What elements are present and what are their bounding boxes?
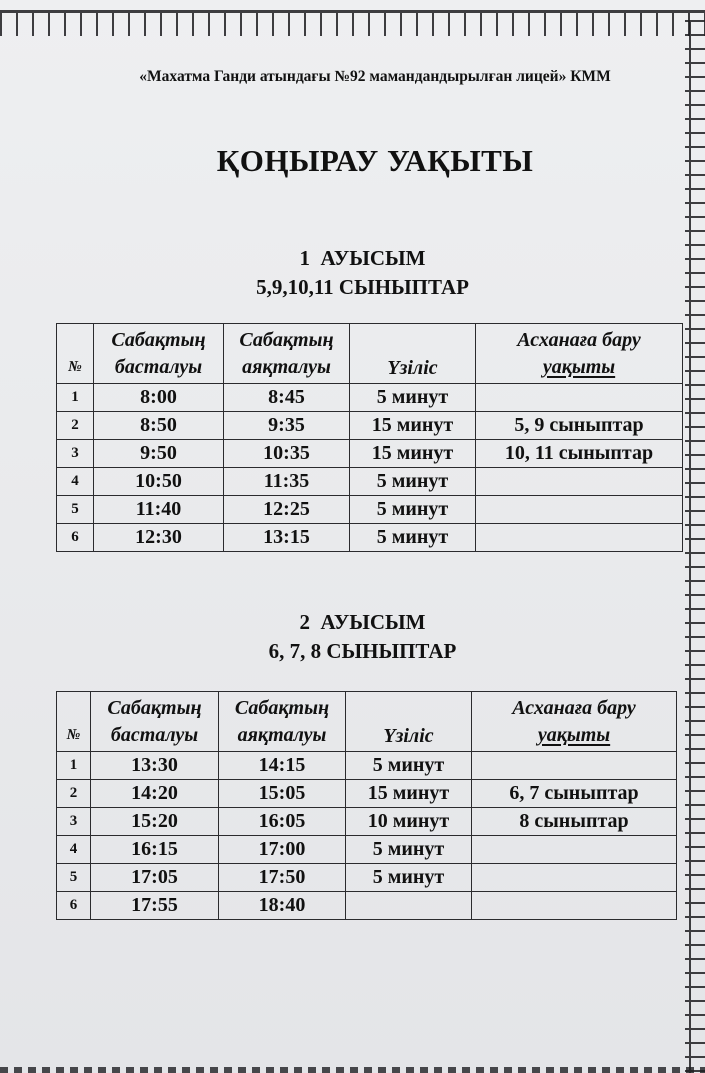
shift-1-name: 1 АУЫСЫМ — [299, 246, 426, 270]
table-row — [57, 808, 677, 836]
header-lesson-end — [224, 324, 350, 384]
row-number: 4 — [57, 836, 91, 864]
table-row — [57, 440, 683, 468]
table-row — [57, 892, 677, 920]
lesson-end: 16:05 — [219, 808, 346, 836]
lesson-start: 8:00 — [94, 384, 224, 412]
lesson-end: 12:25 — [224, 496, 350, 524]
lesson-end: 17:50 — [219, 864, 346, 892]
break-length: 15 минут — [350, 412, 476, 440]
lesson-end: 8:45 — [224, 384, 350, 412]
lesson-end: 9:35 — [224, 412, 350, 440]
binder-strip-bottom — [0, 1067, 705, 1073]
row-number: 4 — [57, 468, 94, 496]
lesson-end: 14:15 — [219, 752, 346, 780]
table-row — [57, 780, 677, 808]
header-canteen-time — [476, 324, 683, 384]
header-canteen-line1: Асханаға бару — [517, 328, 641, 351]
lesson-end: 18:40 — [219, 892, 346, 920]
shift-2-name: 2 АУЫСЫМ — [299, 610, 426, 634]
lesson-start: 8:50 — [94, 412, 224, 440]
canteen-classes — [476, 524, 683, 552]
canteen-classes: 5, 9 сыныптар — [476, 412, 683, 440]
header-canteen-line2-text: уақыты — [537, 723, 611, 746]
lesson-start: 17:05 — [91, 864, 219, 892]
canteen-classes — [472, 752, 677, 780]
header-lesson-start-line2: басталуы — [114, 355, 203, 378]
canteen-classes — [476, 496, 683, 524]
header-canteen-time — [472, 692, 677, 752]
header-canteen-line2 — [476, 354, 682, 381]
row-number: 1 — [57, 752, 91, 780]
row-number: 1 — [57, 384, 94, 412]
lesson-start: 11:40 — [94, 496, 224, 524]
row-number: 6 — [57, 892, 91, 920]
lesson-end: 17:00 — [219, 836, 346, 864]
header-lesson-end-line2: аяқталуы — [242, 355, 331, 378]
header-lesson-start-line1: Сабақтың — [111, 328, 206, 351]
row-number: 6 — [57, 524, 94, 552]
lesson-end: 15:05 — [219, 780, 346, 808]
table-row — [57, 752, 677, 780]
shift-1-heading — [50, 244, 675, 302]
binder-strip-top — [0, 10, 705, 36]
lesson-end: 10:35 — [224, 440, 350, 468]
header-lesson-end — [219, 692, 346, 752]
canteen-classes — [476, 384, 683, 412]
header-lesson-start-line2: басталуы — [110, 723, 199, 746]
table-row — [57, 468, 683, 496]
header-lesson-end-line1: Сабақтың — [234, 696, 330, 719]
canteen-classes: 10, 11 сыныптар — [476, 440, 683, 468]
lesson-start: 16:15 — [91, 836, 219, 864]
header-canteen-line2-text: уақыты — [542, 355, 616, 378]
row-number: 5 — [57, 496, 94, 524]
canteen-classes — [472, 836, 677, 864]
table-header-row — [57, 692, 677, 752]
break-length: 5 минут — [346, 864, 472, 892]
break-length: 15 минут — [350, 440, 476, 468]
header-canteen-line1: Асханаға бару — [512, 696, 636, 719]
schedule-table-shift-2 — [56, 691, 677, 920]
shift-1-classes: 5,9,10,11 СЫНЫПТАР — [256, 275, 469, 299]
row-number: 3 — [57, 808, 91, 836]
table-row — [57, 384, 683, 412]
break-length: 5 минут — [350, 384, 476, 412]
break-length: 5 минут — [350, 524, 476, 552]
canteen-classes: 8 сыныптар — [472, 808, 677, 836]
header-lesson-end-line1: Сабақтың — [239, 328, 334, 351]
lesson-end: 11:35 — [224, 468, 350, 496]
table-row — [57, 864, 677, 892]
break-length: 5 минут — [350, 496, 476, 524]
shift-2-heading — [50, 608, 675, 666]
lesson-start: 10:50 — [94, 468, 224, 496]
lesson-start: 14:20 — [91, 780, 219, 808]
header-lesson-start — [94, 324, 224, 384]
row-number: 2 — [57, 412, 94, 440]
break-length: 5 минут — [346, 752, 472, 780]
shift-2-classes: 6, 7, 8 СЫНЫПТАР — [268, 639, 457, 663]
header-canteen-line2 — [472, 722, 676, 749]
break-length — [346, 892, 472, 920]
header-break: Үзіліс — [346, 692, 472, 752]
header-number: № — [57, 324, 94, 384]
table-header-row — [57, 324, 683, 384]
schedule-table-shift-1 — [56, 323, 683, 552]
header-number: № — [57, 692, 91, 752]
break-length: 10 минут — [346, 808, 472, 836]
lesson-start: 9:50 — [94, 440, 224, 468]
canteen-classes — [476, 468, 683, 496]
break-length: 5 минут — [350, 468, 476, 496]
table-row — [57, 836, 677, 864]
lesson-start: 15:20 — [91, 808, 219, 836]
lesson-start: 17:55 — [91, 892, 219, 920]
row-number: 3 — [57, 440, 94, 468]
canteen-classes — [472, 864, 677, 892]
header-lesson-end-line2: аяқталуы — [237, 723, 327, 746]
break-length: 5 минут — [346, 836, 472, 864]
table-row — [57, 496, 683, 524]
header-break: Үзіліс — [350, 324, 476, 384]
table-row — [57, 412, 683, 440]
canteen-classes: 6, 7 сыныптар — [472, 780, 677, 808]
page-title: ҚОҢЫРАУ УАҚЫТЫ — [216, 143, 534, 178]
row-number: 2 — [57, 780, 91, 808]
header-lesson-start-line1: Сабақтың — [107, 696, 202, 719]
organization-name: «Махатма Ганди атындағы №92 мамандандырылған лицей» КММ — [139, 68, 611, 85]
canteen-classes — [472, 892, 677, 920]
break-length: 15 минут — [346, 780, 472, 808]
lesson-start: 12:30 — [94, 524, 224, 552]
table-row — [57, 524, 683, 552]
lesson-end: 13:15 — [224, 524, 350, 552]
lesson-start: 13:30 — [91, 752, 219, 780]
row-number: 5 — [57, 864, 91, 892]
header-lesson-start — [91, 692, 219, 752]
